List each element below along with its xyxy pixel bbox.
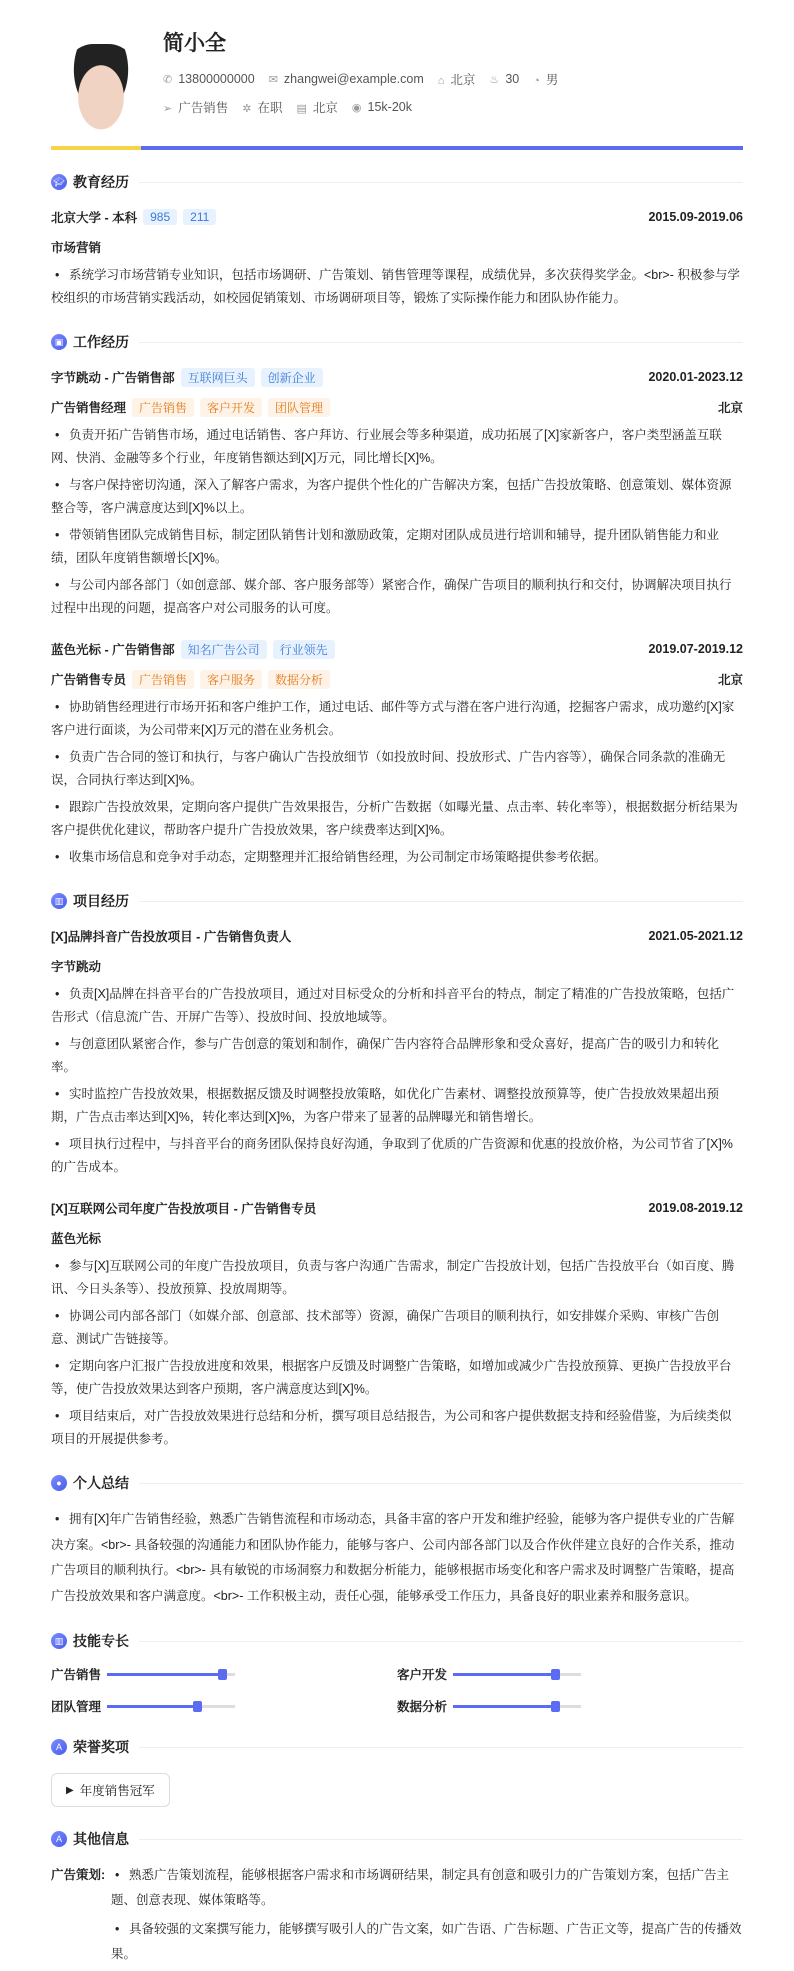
tag: 行业领先 <box>273 640 335 659</box>
skill-tag: 客户开发 <box>200 398 262 417</box>
job: 广告销售 <box>178 101 229 115</box>
position: 广告销售专员 <box>51 672 127 687</box>
company: 蓝色光标 <box>51 1232 102 1246</box>
list-item: • 负责开拓广告销售市场，通过电话销售、客户拜访、行业展会等多种渠道，成功拓展了[X]家新客户，客户类型涵盖互联网、快消、金融等多个行业，年度销售额达到[X]万元，同比增长[X]%。 <box>51 424 743 470</box>
list-item: • 参与[X]互联网公司的年度广告投放项目，负责与客户沟通广告需求，制定广告投放计划，包括广告投放平台（如百度、腾讯、今日头条等）、投放预算、投放周期等。 <box>51 1255 743 1301</box>
section-other: A 其他信息 <box>51 1829 743 1849</box>
home-icon: ⌂ <box>437 75 445 87</box>
list-item: • 定期向客户汇报广告投放进度和效果，根据客户反馈及时调整广告策略，如增加或减少广告投放预算、更换广告投放平台等，使广告投放效果达到客户预期，客户满意度达到[X]%。 <box>51 1355 743 1401</box>
skill-item <box>397 1665 743 1683</box>
phone: 13800000000 <box>178 72 255 86</box>
tag: 互联网巨头 <box>181 368 255 387</box>
cake-icon: ♨ <box>489 74 500 86</box>
project-entry <box>51 1197 743 1219</box>
slider-handle[interactable] <box>218 1669 227 1680</box>
tag: 创新企业 <box>261 368 323 387</box>
spacer <box>51 1183 743 1197</box>
work-city: 北京 <box>312 101 338 115</box>
skill-item <box>51 1697 397 1715</box>
project-entry <box>51 925 743 947</box>
skill-tag: 客户服务 <box>200 670 262 689</box>
other-info: 广告策划: • 熟悉广告策划流程，能够根据客户需求和市场调研结果，制定具有创意和吸引力的广告策划方案，包括广告主题、创意表现、媒体策略等。 • 具备较强的文案撰写能力，能够撰写吸引人的广告文案，如广告语、广告标题、广告正文等，提高广告的传播效果。 <box>51 1863 743 1971</box>
chart-icon: ▥ <box>51 893 67 909</box>
work-entry <box>51 366 743 388</box>
list-item: • 具备较强的文案撰写能力，能够撰写吸引人的广告文案，如广告语、广告标题、广告正文等，提高广告的传播效果。 <box>111 1917 743 1967</box>
job-intent-row <box>163 98 412 116</box>
position: 广告销售经理 <box>51 400 127 415</box>
list-item: • 跟踪广告投放效果，定期向客户提供广告效果报告，分析广告数据（如曝光量、点击率、转化率等），根据数据分析结果为客户提供优化建议，帮助客户提升广告投放效果，客户续费率达到[X]%。 <box>51 796 743 842</box>
bullet-list <box>51 696 743 869</box>
color-divider <box>51 146 743 150</box>
bullet-list <box>51 424 743 620</box>
skill-slider[interactable] <box>453 1705 581 1708</box>
project-company <box>51 1227 743 1249</box>
tag: 985 <box>143 209 177 225</box>
contact-row <box>163 70 558 88</box>
list-item: • 带领销售团队完成销售目标，制定团队销售计划和激励政策，定期对团队成员进行培训和辅导，提升团队销售能力和业绩，团队年度销售额增长[X]%。 <box>51 524 743 570</box>
skill-tag: 数据分析 <box>268 670 330 689</box>
skill-slider[interactable] <box>453 1673 581 1676</box>
briefcase-icon: ▣ <box>51 334 67 350</box>
trophy-icon: A <box>51 1739 67 1755</box>
skill-fill <box>453 1705 555 1708</box>
date: 2020.01-2023.12 <box>648 370 743 384</box>
skill-item <box>51 1665 397 1683</box>
date: 2019.07-2019.12 <box>648 642 743 656</box>
skill-fill <box>107 1673 222 1676</box>
list-item: • 项目执行过程中，与抖音平台的商务团队保持良好沟通，争取到了优质的广告资源和优惠的投放价格，为公司节省了[X]%的广告成本。 <box>51 1133 743 1179</box>
section-projects: ▥ 项目经历 <box>51 891 743 911</box>
company-name: 蓝色光标 - 广告销售部 <box>51 643 175 657</box>
mail-icon: ✉ <box>268 74 278 86</box>
age: 30 <box>505 72 520 86</box>
skill-fill <box>453 1673 555 1676</box>
skill-name: 客户开发 <box>397 1668 448 1682</box>
tag: 211 <box>183 209 216 225</box>
position-line <box>51 396 743 418</box>
send-icon: ➢ <box>163 103 173 115</box>
position-left <box>51 670 330 689</box>
list-item: • 协助销售经理进行市场开拓和客户维护工作，通过电话、邮件等方式与潜在客户进行沟通，挖掘客户需求，成功邀约[X]家客户进行面谈，为公司带来[X]万元的潜在业务机会。 <box>51 696 743 742</box>
position-line <box>51 668 743 690</box>
skill-slider[interactable] <box>107 1705 235 1708</box>
list-item: • 收集市场信息和竞争对手动态，定期整理并汇报给销售经理，为公司制定市场策略提供参考依据。 <box>51 846 743 869</box>
city: 北京 <box>450 73 476 87</box>
company-line <box>51 368 323 387</box>
email: zhangwei@example.com <box>283 72 424 86</box>
skill-fill <box>107 1705 197 1708</box>
skill-tag: 广告销售 <box>132 398 194 417</box>
list-item: • 实时监控广告投放效果，根据数据反馈及时调整投放策略，如优化广告素材、调整投放预算等，使广告投放效果超出预期，广告点击率达到[X]%，转化率达到[X]%，为客户带来了显著的品牌曝光和销售增长。 <box>51 1083 743 1129</box>
list-item: • 与创意团队紧密合作，参与广告创意的策划和制作，确保广告内容符合品牌形象和受众喜好，提高广告的吸引力和转化率。 <box>51 1033 743 1079</box>
slider-handle[interactable] <box>551 1669 560 1680</box>
list-item: • 熟悉广告策划流程，能够根据客户需求和市场调研结果，制定具有创意和吸引力的广告策划方案，包括广告主题、创意表现、媒体策略等。 <box>111 1863 743 1913</box>
list-item: • 项目结束后，对广告投放效果进行总结和分析，撰写项目总结报告，为公司和客户提供数据支持和经验借鉴，为后续类似项目的开展提供参考。 <box>51 1405 743 1451</box>
slider-handle[interactable] <box>193 1701 202 1712</box>
skill-tag: 团队管理 <box>268 398 330 417</box>
section-work: ▣ 工作经历 <box>51 332 743 352</box>
graduation-icon: 🎓︎ <box>51 174 67 190</box>
status: 在职 <box>257 101 283 115</box>
skill-name: 广告销售 <box>51 1668 102 1682</box>
major: 市场营销 <box>51 241 102 255</box>
project-company <box>51 955 743 977</box>
bullet-list <box>51 1255 743 1451</box>
bar-chart-icon: ▥ <box>51 1633 67 1649</box>
project-title: [X]互联网公司年度广告投放项目 - 广告销售专员 <box>51 1202 317 1216</box>
skill-tag: 广告销售 <box>132 670 194 689</box>
company-line <box>51 640 335 659</box>
section-summary: ● 个人总结 <box>51 1473 743 1493</box>
skill-name: 团队管理 <box>51 1700 102 1714</box>
candidate-name: 简小全 <box>163 32 226 55</box>
phone-icon: ✆ <box>163 74 173 86</box>
award-item[interactable]: ▶ 年度销售冠军 <box>51 1773 170 1807</box>
list-item: • 负责[X]品牌在抖音平台的广告投放项目，通过对目标受众的分析和抖音平台的特点，制定了精准的广告投放策略，包括广告形式（信息流广告、开屏广告等）、投放时间、投放地域等。 <box>51 983 743 1029</box>
project-title: [X]品牌抖音广告投放项目 - 广告销售负责人 <box>51 930 292 944</box>
list-item: • 与客户保持密切沟通，深入了解客户需求，为客户提供个性化的广告解决方案，包括广告投放策略、创意策划、媒体资源整合等，客户满意度达到[X]%以上。 <box>51 474 743 520</box>
summary-text: • 拥有[X]年广告销售经验，熟悉广告销售流程和市场动态，具备丰富的客户开发和维护经验，能够为客户提供专业的广告解决方案。<br>- 具备较强的沟通能力和团队协作能力，能够与客户、公司内部各部门以及合作伙伴建立良好的合作关系，推动广告项目的顺利执行。<br>- 具有敏锐的市场洞察力和数据分析能力，能够根据市场变化和客户需求及时调整广告策略，提高广告投放效果和客户满意度。<br>- 工作积极主动，责任心强，能够承受工作压力，具备良好的职业素养和服务意识。 <box>51 1507 743 1609</box>
date: 2021.05-2021.12 <box>648 929 743 943</box>
company-name: 字节跳动 - 广告销售部 <box>51 371 175 385</box>
section-education: 🎓︎ 教育经历 <box>51 172 743 192</box>
list-item: • 负责广告合同的签订和执行，与客户确认广告投放细节（如投放时间、投放形式、广告内容等），确保合同条款的准确无误，合同执行率达到[X]%。 <box>51 746 743 792</box>
city: 北京 <box>717 401 743 415</box>
salary-icon: ◉ <box>351 102 362 114</box>
section-awards: A 荣誉奖项 <box>51 1737 743 1757</box>
list-item: • 协调公司内部各部门（如媒介部、创意部、技术部等）资源，确保广告项目的顺利执行，如安排媒介采购、审核广告创意、测试广告链接等。 <box>51 1305 743 1351</box>
avatar <box>63 44 139 130</box>
skill-item <box>397 1697 743 1715</box>
user-icon: ● <box>51 1475 67 1491</box>
education-entry: 北京大学 - 本科 985 211 2015.09-2019.06 <box>51 210 743 225</box>
position-left <box>51 398 330 417</box>
play-icon: ▶ <box>66 1784 74 1796</box>
salary: 15k-20k <box>367 100 412 114</box>
building-icon: ▤ <box>296 103 307 115</box>
company: 字节跳动 <box>51 960 102 974</box>
skill-name: 数据分析 <box>397 1700 448 1714</box>
bullet-list <box>51 983 743 1179</box>
work-entry <box>51 638 743 660</box>
status-icon: ✲ <box>242 103 252 115</box>
slider-handle[interactable] <box>551 1701 560 1712</box>
list-item: • 与公司内部各部门（如创意部、媒介部、客户服务部等）紧密合作，确保广告项目的顺利执行和交付，协调解决项目执行过程中出现的问题，提高客户对公司服务的认可度。 <box>51 574 743 620</box>
date: 2019.08-2019.12 <box>648 1201 743 1215</box>
section-skills: ▥ 技能专长 <box>51 1631 743 1651</box>
list-item: • 系统学习市场营销专业知识，包括市场调研、广告策划、销售管理等课程，成绩优异，多次获得奖学金。<br>- 积极参与学校组织的市场营销实践活动，如校园促销策划、市场调研项目等，锻炼了实际操作能力和团队协作能力。 <box>51 264 743 310</box>
info-icon: A <box>51 1831 67 1847</box>
gender: 男 <box>545 73 559 87</box>
city: 北京 <box>717 673 743 687</box>
skill-slider[interactable] <box>107 1673 235 1676</box>
tag: 知名广告公司 <box>181 640 267 659</box>
gender-icon: ◔ <box>533 75 540 87</box>
resume-header <box>51 0 743 140</box>
date: 2015.09-2019.06 <box>648 210 743 224</box>
spacer <box>51 624 743 638</box>
